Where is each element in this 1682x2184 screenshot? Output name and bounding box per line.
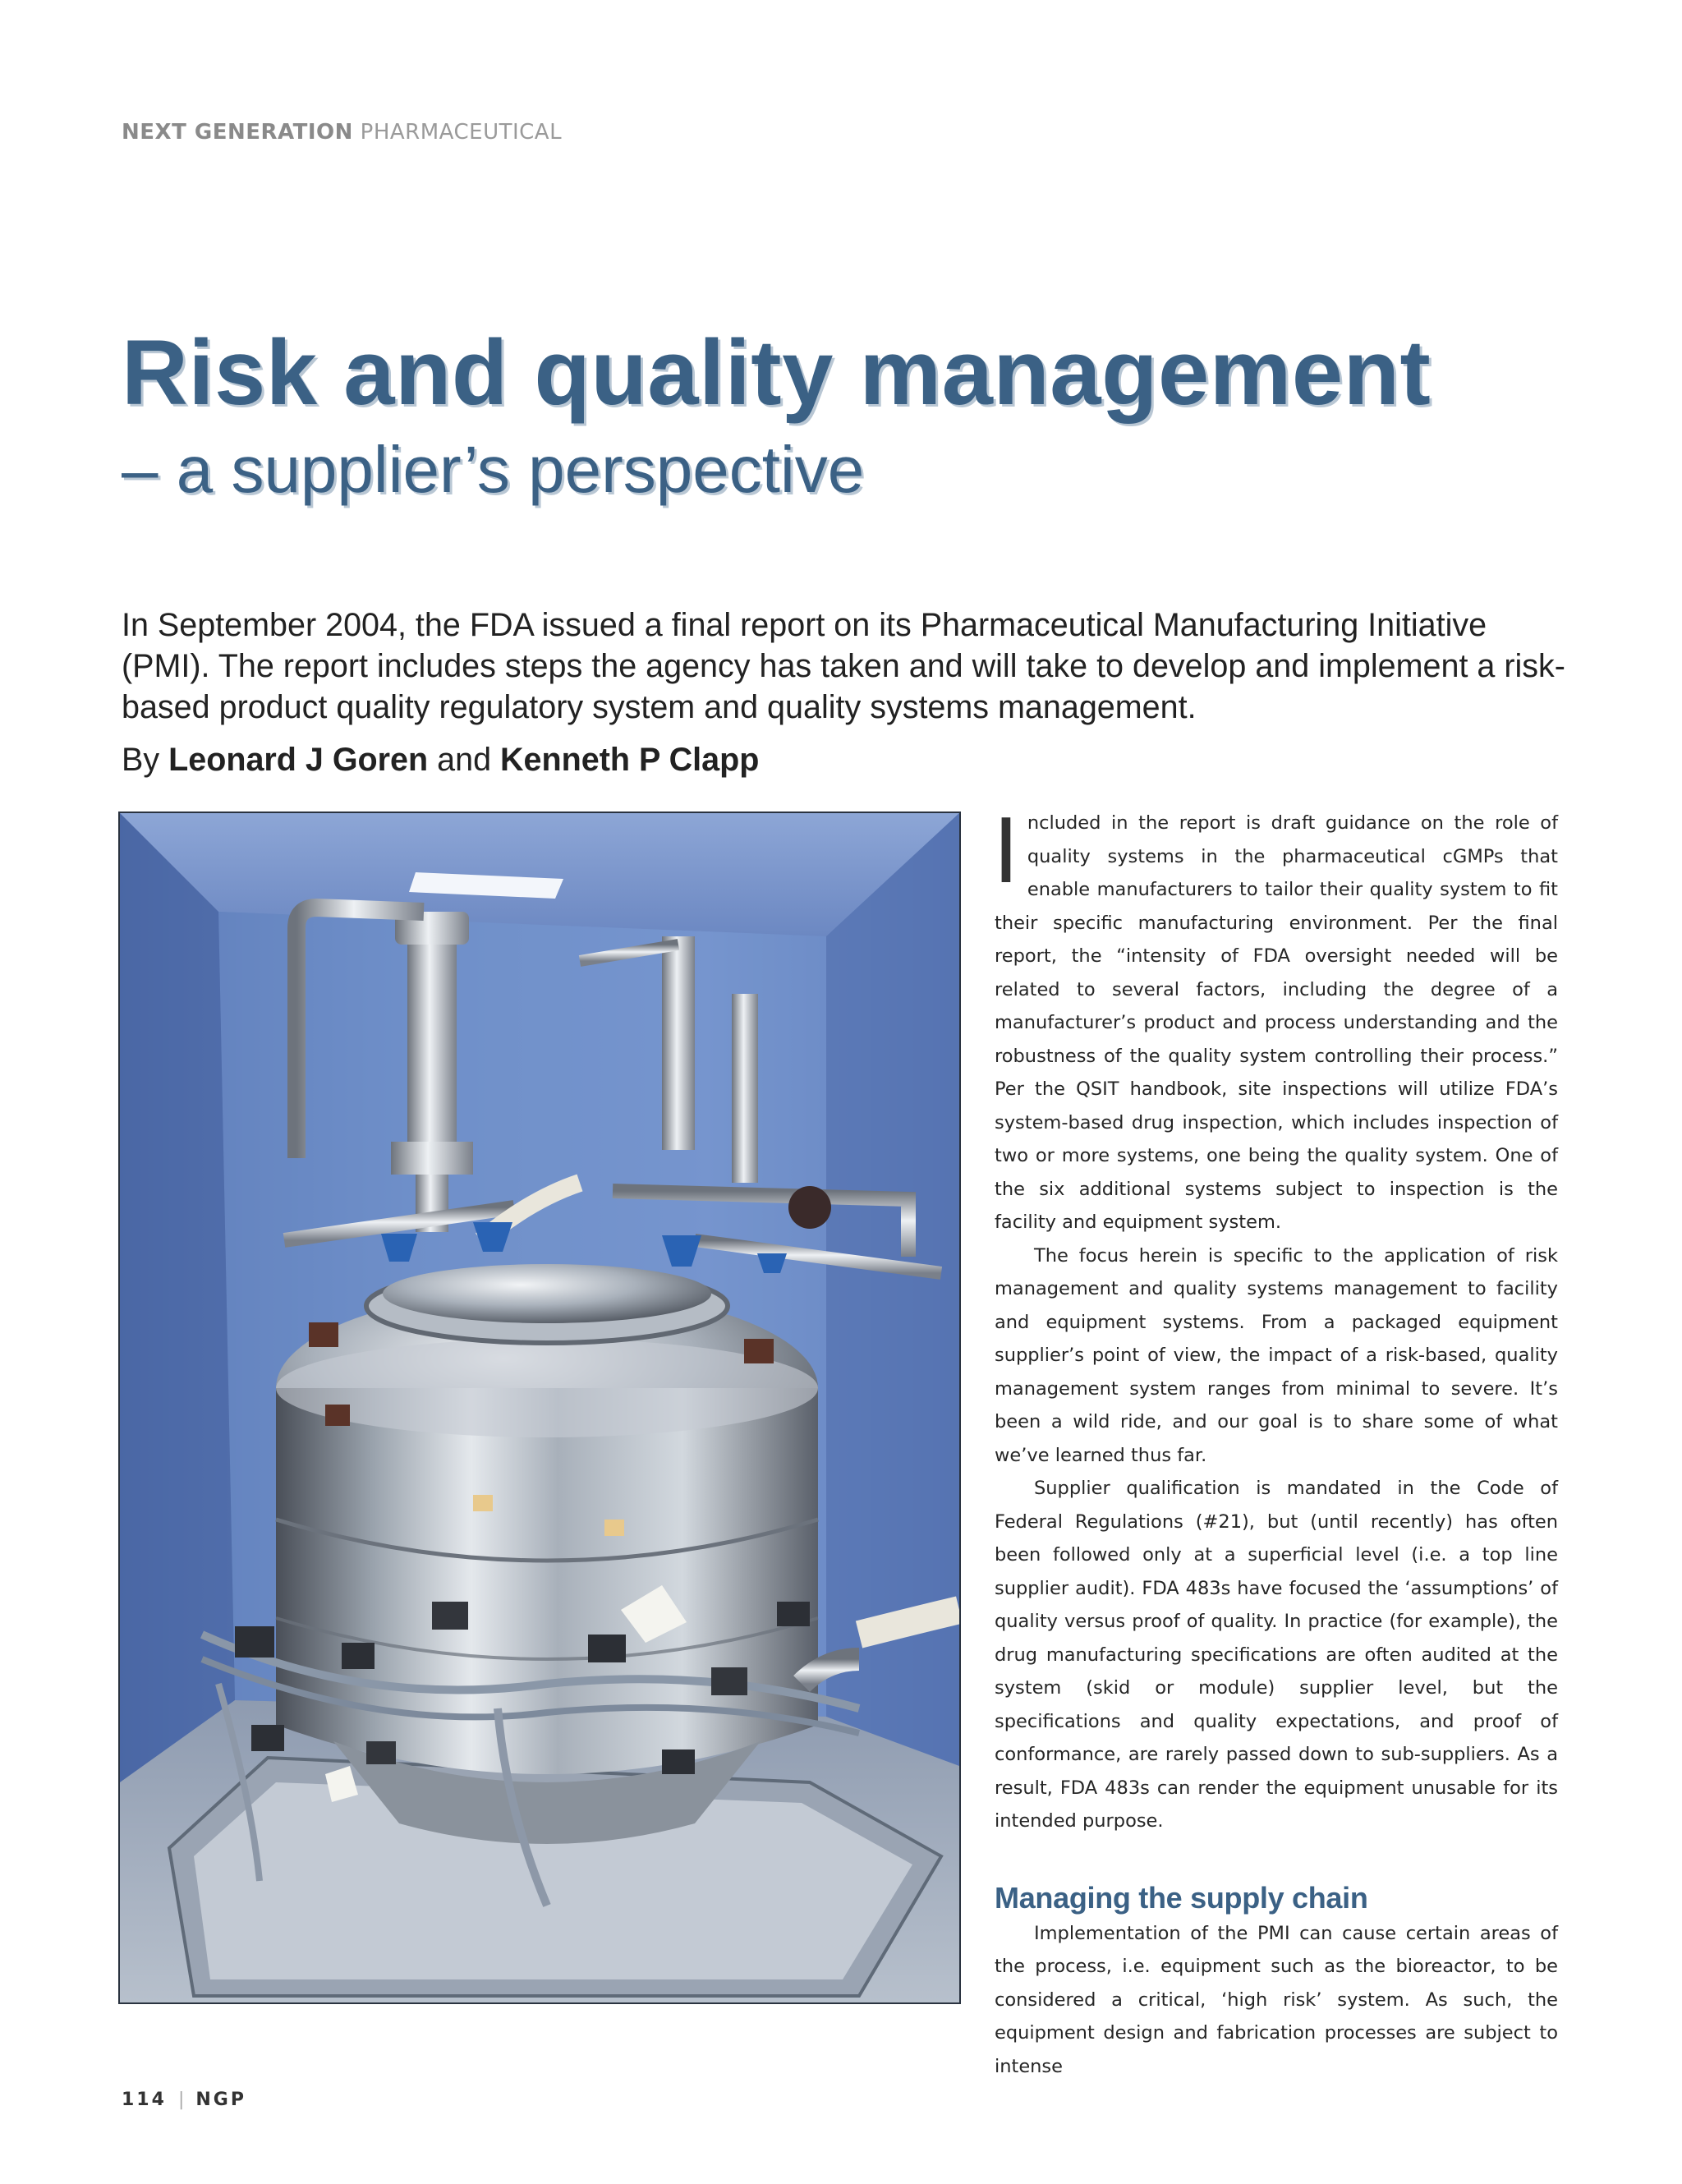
bioreactor-photo — [118, 812, 961, 2004]
article-standfirst: In September 2004, the FDA issued a final report on its Pharmaceutical Manufacturing Initiative (PMI). The report includes steps the agency has taken and will take to develop and implement a risk-based product quality regulatory system and quality systems management. — [122, 607, 1565, 725]
publication-name: NGP — [195, 2090, 246, 2110]
body-paragraph-text: ncluded in the report is draft guidance on the role of quality systems in the pharmaceutical cGMPs that enable manufacturers to tailor their quality system to fit their specific manufacturing environment. Per the final report, the “intensity of FDA oversight needed will be related to several factors, including the degree of a manufacturer’s product and process understanding and the robustness of the quality system controlling their process.” Per the QSIT handbook, site inspections will utilize FDA’s system-based drug inspection, which includes inspection of two or more systems, one being the quality system. One of the six additional systems subject to inspection is the facility and equipment system. — [995, 812, 1558, 1233]
section-tag-light: PHARMACEUTICAL — [360, 120, 563, 145]
author-name: Leonard J Goren — [168, 742, 429, 778]
body-paragraph — [993, 801, 1558, 1239]
body-paragraph: The focus herein is specific to the application of risk management and quality systems management to facility and equipment systems. From a packaged equipment supplier’s point of view, the impact of a risk-based, quality management system ranges from minimal to severe. It’s been a wild ride, and our goal is to share some of what we’ve learned thus far. — [995, 1244, 1558, 1466]
page-footer — [122, 2090, 246, 2110]
section-heading: Managing the supply chain — [995, 1880, 1368, 1915]
page-number: 114 — [122, 2090, 167, 2110]
section-tag — [122, 120, 562, 145]
section-tag-bold: NEXT GENERATION — [122, 120, 353, 145]
drop-cap: I — [993, 801, 1019, 903]
footer-separator: | — [177, 2090, 185, 2110]
body-paragraph: Implementation of the PMI can cause certain areas of the process, i.e. equipment such as the bioreactor, to be considered a critical, ‘high risk’ system. As such, the equipment design and fabrication processes are subject to intense — [995, 1922, 1558, 2077]
body-paragraph: Supplier qualification is mandated in the Code of Federal Regulations (#21), but (until recently) has often been followed only at a superficial level (i.e. a top line supplier audit). FDA 483s have focused the ‘assumptions’ of quality versus proof of quality. In practice (for example), the drug manufacturing specifications are often audited at the system (skid or module) supplier level, but the specifications and quality expectations, and proof of conformance, are rarely passed down to sub-suppliers. As a result, FDA 483s can render the equipment unusable for its intended purpose. — [995, 1478, 1558, 1832]
article-title: Risk and quality management — [122, 321, 1432, 424]
byline-conjunction: and — [437, 742, 492, 778]
byline-prefix: By — [122, 742, 160, 778]
article-subtitle: – a supplier’s perspective — [122, 433, 865, 506]
article-body — [993, 801, 1558, 2083]
author-name: Kenneth P Clapp — [500, 742, 760, 778]
bioreactor-illustration — [120, 813, 959, 2002]
byline — [122, 739, 759, 780]
